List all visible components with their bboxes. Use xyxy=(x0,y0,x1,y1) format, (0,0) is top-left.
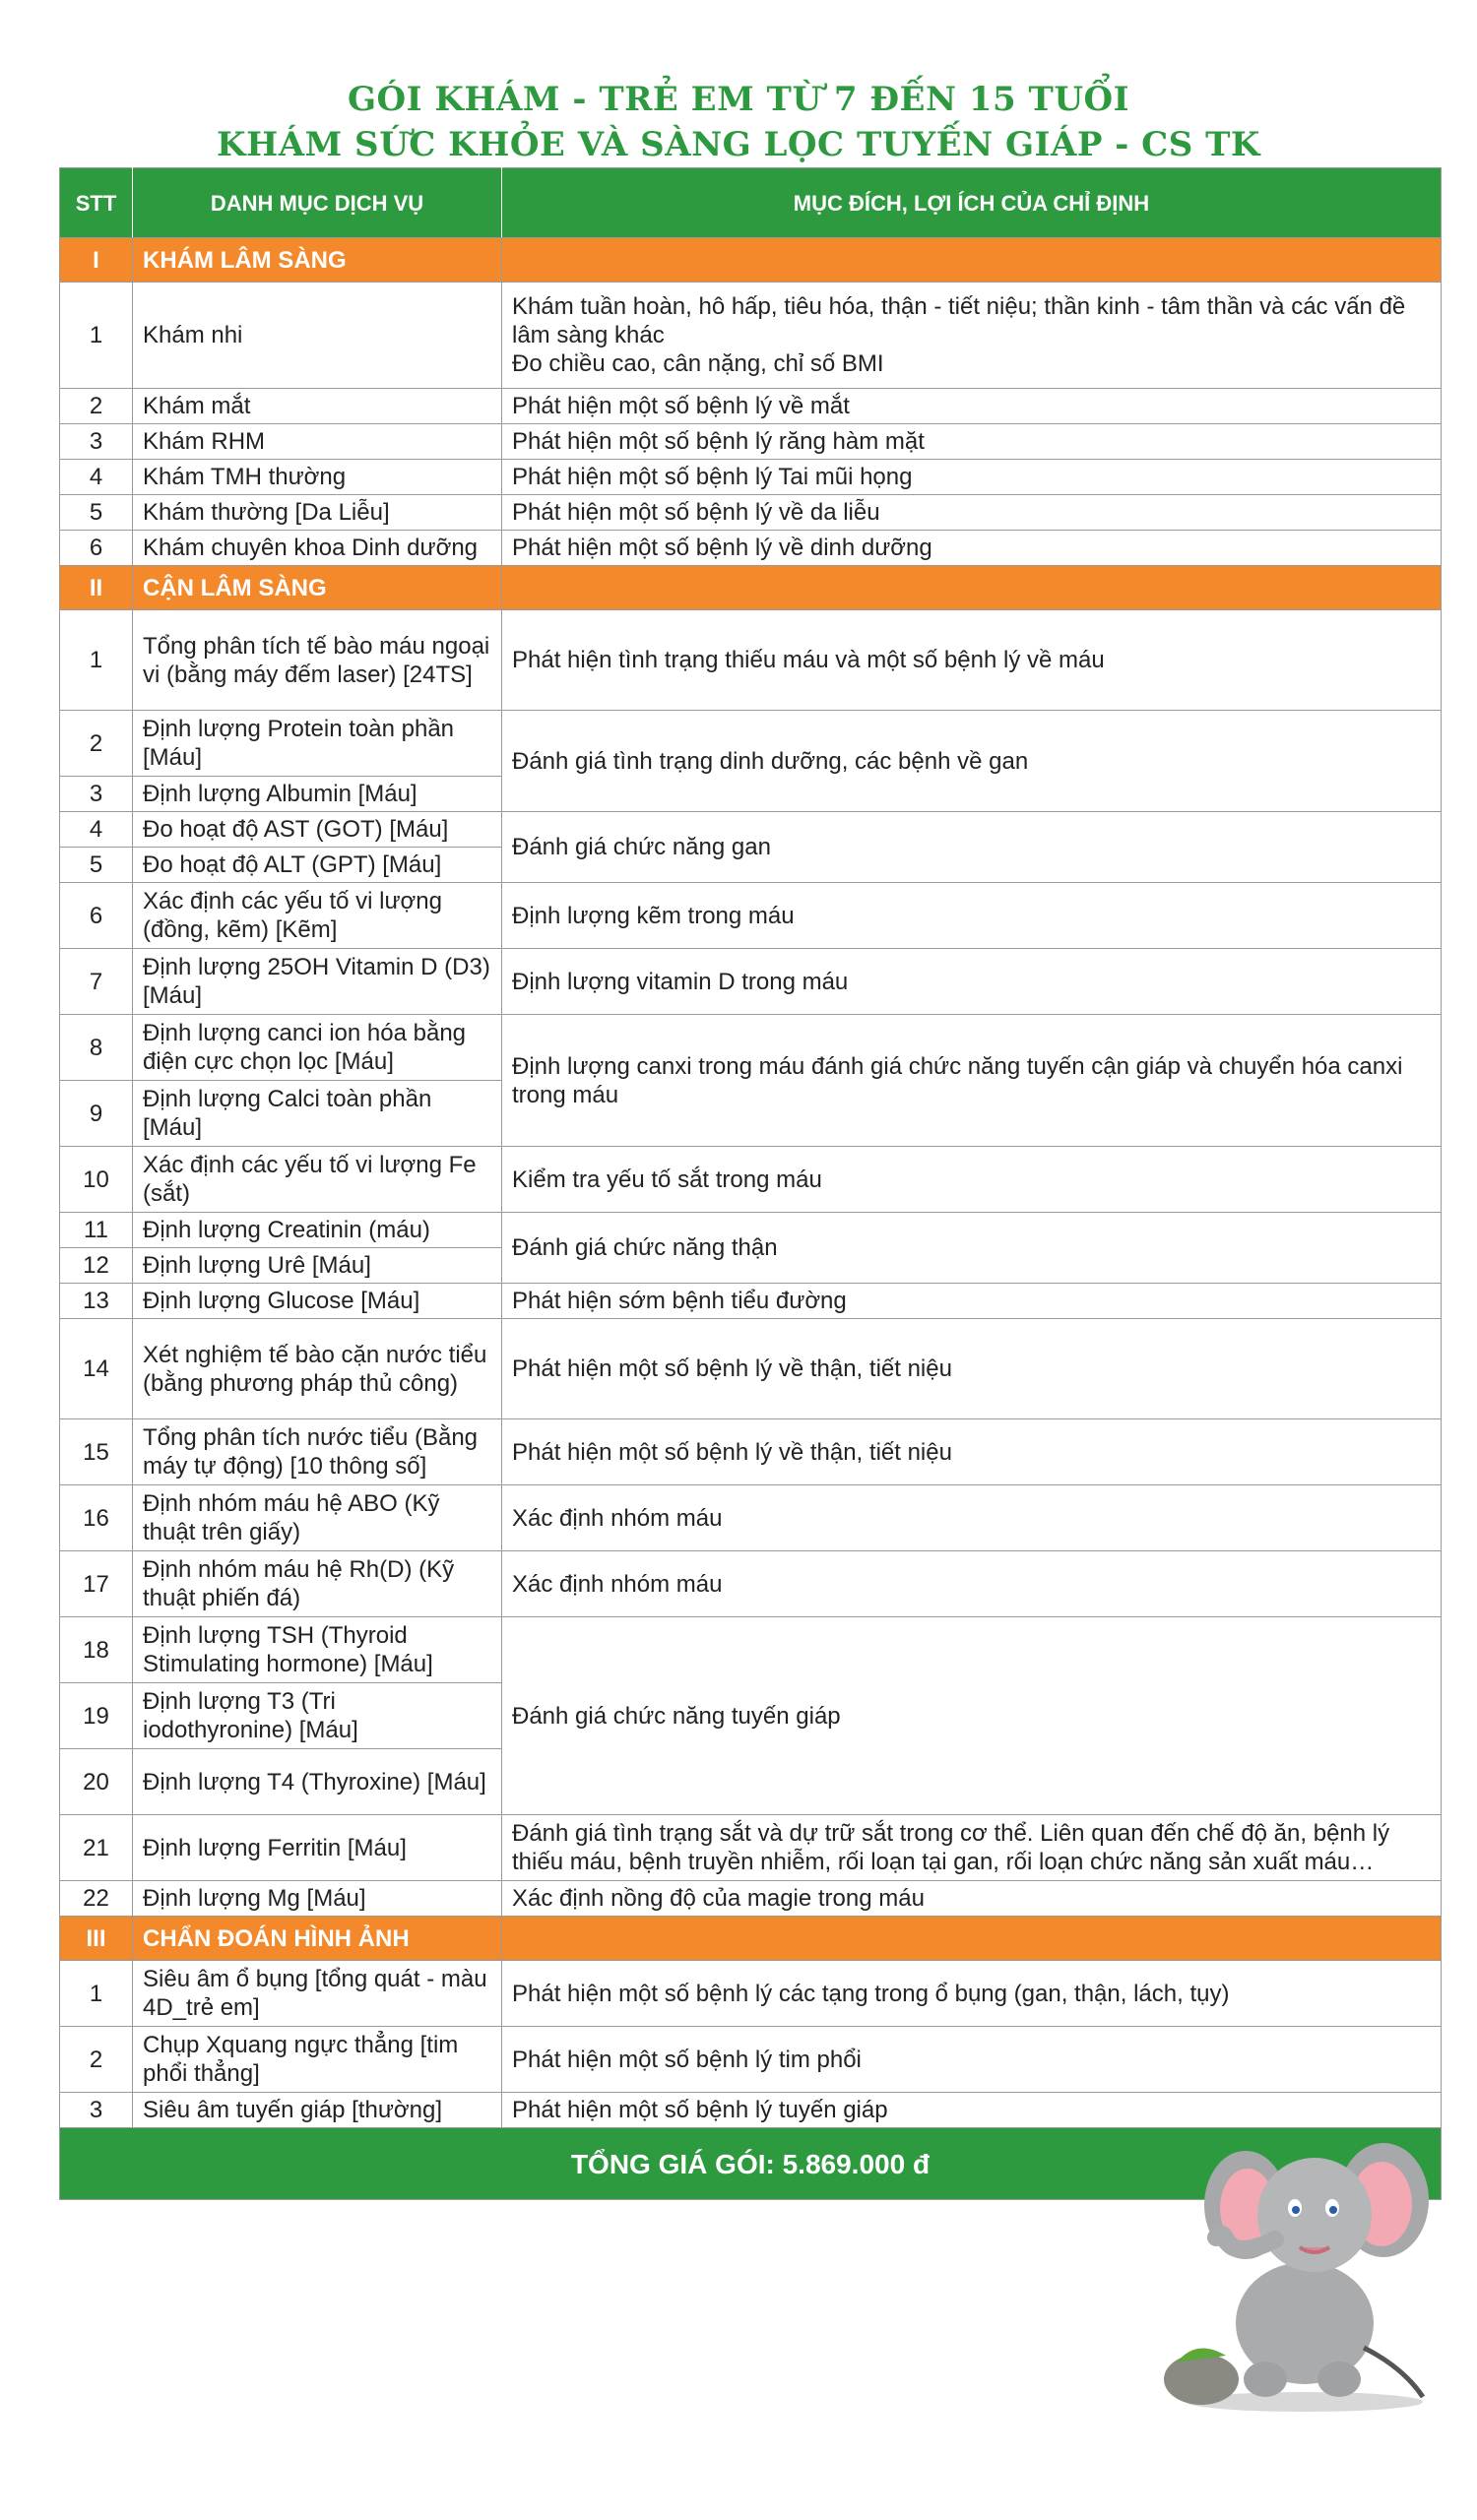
page-subtitle: KHÁM SỨC KHỎE VÀ SÀNG LỌC TUYẾN GIÁP - CS TK xyxy=(217,125,1260,164)
row-purpose: Đánh giá tình trạng dinh dưỡng, các bệnh về gan xyxy=(502,711,1442,812)
row-purpose: Phát hiện một số bệnh lý tim phổi xyxy=(502,2027,1442,2093)
row-service: Khám thường [Da Liễu] xyxy=(133,495,502,531)
table-row xyxy=(60,1419,1442,1485)
page-title: GÓI KHÁM - TRẺ EM TỪ 7 ĐẾN 15 TUỔI xyxy=(347,80,1130,119)
row-purpose: Đánh giá chức năng thận xyxy=(502,1213,1442,1284)
table-row xyxy=(60,1815,1442,1881)
row-service: Định lượng Glucose [Máu] xyxy=(133,1284,502,1319)
row-stt: 3 xyxy=(60,777,133,812)
table-row xyxy=(60,1551,1442,1617)
row-service: Khám nhi xyxy=(133,283,502,389)
row-stt: 3 xyxy=(60,424,133,460)
row-service: Đo hoạt độ AST (GOT) [Máu] xyxy=(133,812,502,848)
section-blank xyxy=(502,566,1442,610)
header-purpose: MỤC ĐÍCH, LỢI ÍCH CỦA CHỈ ĐỊNH xyxy=(502,168,1442,238)
section-roman: II xyxy=(60,566,133,610)
row-service: Định lượng Mg [Máu] xyxy=(133,1881,502,1917)
section-blank xyxy=(502,1917,1442,1961)
row-service: Xét nghiệm tế bào cặn nước tiểu (bằng phương pháp thủ công) xyxy=(133,1319,502,1419)
row-service: Định lượng Creatinin (máu) xyxy=(133,1213,502,1248)
row-stt: 16 xyxy=(60,1485,133,1551)
table-row xyxy=(60,1284,1442,1319)
section-roman: III xyxy=(60,1917,133,1961)
row-service: Định lượng TSH (Thyroid Stimulating hormone) [Máu] xyxy=(133,1617,502,1683)
row-stt: 2 xyxy=(60,711,133,777)
row-purpose: Phát hiện một số bệnh lý về mắt xyxy=(502,389,1442,424)
header-service: DANH MỤC DỊCH VỤ xyxy=(133,168,502,238)
row-stt: 1 xyxy=(60,283,133,389)
row-stt: 11 xyxy=(60,1213,133,1248)
row-service: Khám RHM xyxy=(133,424,502,460)
row-service: Định lượng T4 (Thyroxine) [Máu] xyxy=(133,1749,502,1815)
table-header-row xyxy=(60,168,1442,238)
row-service: Khám chuyên khoa Dinh dưỡng xyxy=(133,531,502,566)
row-service: Định nhóm máu hệ ABO (Kỹ thuật trên giấy) xyxy=(133,1485,502,1551)
row-stt: 19 xyxy=(60,1683,133,1749)
row-purpose: Phát hiện sớm bệnh tiểu đường xyxy=(502,1284,1442,1319)
page-title-block xyxy=(0,77,1477,167)
table-row xyxy=(60,949,1442,1015)
row-service: Định lượng Ferritin [Máu] xyxy=(133,1815,502,1881)
row-service: Siêu âm tuyến giáp [thường] xyxy=(133,2093,502,2128)
row-purpose-line: Đo chiều cao, cân nặng, chỉ số BMI xyxy=(512,350,884,377)
row-stt: 5 xyxy=(60,848,133,883)
row-stt: 22 xyxy=(60,1881,133,1917)
header-stt: STT xyxy=(60,168,133,238)
section-name: KHÁM LÂM SÀNG xyxy=(133,238,502,283)
row-stt: 15 xyxy=(60,1419,133,1485)
row-service: Định lượng Urê [Máu] xyxy=(133,1248,502,1284)
row-purpose: Phát hiện một số bệnh lý các tạng trong ổ bụng (gan, thận, lách, tụy) xyxy=(502,1961,1442,2027)
row-service: Định lượng Protein toàn phần [Máu] xyxy=(133,711,502,777)
row-purpose: Phát hiện tình trạng thiếu máu và một số bệnh lý về máu xyxy=(502,610,1442,711)
table-row xyxy=(60,460,1442,495)
row-service: Định lượng 25OH Vitamin D (D3) [Máu] xyxy=(133,949,502,1015)
row-stt: 9 xyxy=(60,1081,133,1147)
row-service: Khám TMH thường xyxy=(133,460,502,495)
table-row xyxy=(60,531,1442,566)
table-row xyxy=(60,1881,1442,1917)
row-stt: 2 xyxy=(60,2027,133,2093)
table-row xyxy=(60,424,1442,460)
row-stt: 1 xyxy=(60,1961,133,2027)
row-stt: 17 xyxy=(60,1551,133,1617)
section-row-clinical xyxy=(60,238,1442,283)
row-stt: 7 xyxy=(60,949,133,1015)
row-service: Chụp Xquang ngực thẳng [tim phổi thẳng] xyxy=(133,2027,502,2093)
row-service: Xác định các yếu tố vi lượng Fe (sắt) xyxy=(133,1147,502,1213)
table-row xyxy=(60,812,1442,848)
table-row xyxy=(60,610,1442,711)
row-stt: 18 xyxy=(60,1617,133,1683)
row-purpose: Xác định nhóm máu xyxy=(502,1485,1442,1551)
row-service: Định lượng T3 (Tri iodothyronine) [Máu] xyxy=(133,1683,502,1749)
row-purpose: Phát hiện một số bệnh lý về dinh dưỡng xyxy=(502,531,1442,566)
table-row xyxy=(60,1617,1442,1683)
row-stt: 6 xyxy=(60,883,133,949)
table-row xyxy=(60,1213,1442,1248)
table-row xyxy=(60,1319,1442,1419)
row-purpose: Đánh giá tình trạng sắt và dự trữ sắt trong cơ thể. Liên quan đến chế độ ăn, bệnh lý thiếu máu, bệnh truyền nhiễm, rối loạn tại gan, rối loạn chức năng sản xuất máu… xyxy=(502,1815,1442,1881)
row-service: Tổng phân tích tế bào máu ngoại vi (bằng máy đếm laser) [24TS] xyxy=(133,610,502,711)
row-stt: 20 xyxy=(60,1749,133,1815)
row-purpose: Kiểm tra yếu tố sắt trong máu xyxy=(502,1147,1442,1213)
table-row xyxy=(60,1961,1442,2027)
section-row-paraclinical xyxy=(60,566,1442,610)
table-row xyxy=(60,283,1442,389)
row-purpose: Xác định nhóm máu xyxy=(502,1551,1442,1617)
section-roman: I xyxy=(60,238,133,283)
row-purpose: Phát hiện một số bệnh lý về thận, tiết niệu xyxy=(502,1319,1442,1419)
row-purpose: Đánh giá chức năng tuyến giáp xyxy=(502,1617,1442,1815)
table-row xyxy=(60,2027,1442,2093)
table-row xyxy=(60,1015,1442,1081)
row-service: Tổng phân tích nước tiểu (Bằng máy tự động) [10 thông số] xyxy=(133,1419,502,1485)
row-purpose: Xác định nồng độ của magie trong máu xyxy=(502,1881,1442,1917)
row-stt: 4 xyxy=(60,460,133,495)
row-stt: 2 xyxy=(60,389,133,424)
row-purpose: Phát hiện một số bệnh lý về da liễu xyxy=(502,495,1442,531)
row-purpose: Phát hiện một số bệnh lý răng hàm mặt xyxy=(502,424,1442,460)
row-stt: 6 xyxy=(60,531,133,566)
row-purpose xyxy=(502,283,1442,389)
row-purpose: Định lượng vitamin D trong máu xyxy=(502,949,1442,1015)
row-service: Khám mắt xyxy=(133,389,502,424)
row-service: Định lượng Calci toàn phần [Máu] xyxy=(133,1081,502,1147)
table-row xyxy=(60,883,1442,949)
row-stt: 1 xyxy=(60,610,133,711)
elephant-illustration xyxy=(1157,2121,1452,2417)
table-row xyxy=(60,1485,1442,1551)
row-stt: 5 xyxy=(60,495,133,531)
row-stt: 14 xyxy=(60,1319,133,1419)
row-purpose: Định lượng kẽm trong máu xyxy=(502,883,1442,949)
row-service: Đo hoạt độ ALT (GPT) [Máu] xyxy=(133,848,502,883)
section-name: CHẨN ĐOÁN HÌNH ẢNH xyxy=(133,1917,502,1961)
row-stt: 12 xyxy=(60,1248,133,1284)
row-purpose-line: Khám tuần hoàn, hô hấp, tiêu hóa, thận - tiết niệu; thần kinh - tâm thần và các vấn đề lâm sàng khác xyxy=(512,293,1406,348)
section-row-imaging xyxy=(60,1917,1442,1961)
row-purpose: Phát hiện một số bệnh lý tuyến giáp xyxy=(502,2093,1442,2128)
section-blank xyxy=(502,238,1442,283)
table-row xyxy=(60,1147,1442,1213)
row-service: Định nhóm máu hệ Rh(D) (Kỹ thuật phiến đá) xyxy=(133,1551,502,1617)
total-price: TỔNG GIÁ GÓI: 5.869.000 đ xyxy=(60,2128,1442,2200)
row-stt: 10 xyxy=(60,1147,133,1213)
row-service: Định lượng canci ion hóa bằng điện cực chọn lọc [Máu] xyxy=(133,1015,502,1081)
service-package-table xyxy=(59,167,1442,2200)
table-row xyxy=(60,389,1442,424)
row-purpose: Phát hiện một số bệnh lý Tai mũi họng xyxy=(502,460,1442,495)
row-service: Xác định các yếu tố vi lượng (đồng, kẽm) [Kẽm] xyxy=(133,883,502,949)
row-purpose: Phát hiện một số bệnh lý về thận, tiết niệu xyxy=(502,1419,1442,1485)
table-row xyxy=(60,495,1442,531)
section-name: CẬN LÂM SÀNG xyxy=(133,566,502,610)
row-stt: 13 xyxy=(60,1284,133,1319)
row-stt: 21 xyxy=(60,1815,133,1881)
row-stt: 3 xyxy=(60,2093,133,2128)
row-service: Siêu âm ổ bụng [tổng quát - màu 4D_trẻ em] xyxy=(133,1961,502,2027)
row-purpose: Đánh giá chức năng gan xyxy=(502,812,1442,883)
row-stt: 8 xyxy=(60,1015,133,1081)
table-row xyxy=(60,711,1442,777)
row-stt: 4 xyxy=(60,812,133,848)
row-service: Định lượng Albumin [Máu] xyxy=(133,777,502,812)
row-purpose: Định lượng canxi trong máu đánh giá chức năng tuyến cận giáp và chuyển hóa canxi trong máu xyxy=(502,1015,1442,1147)
